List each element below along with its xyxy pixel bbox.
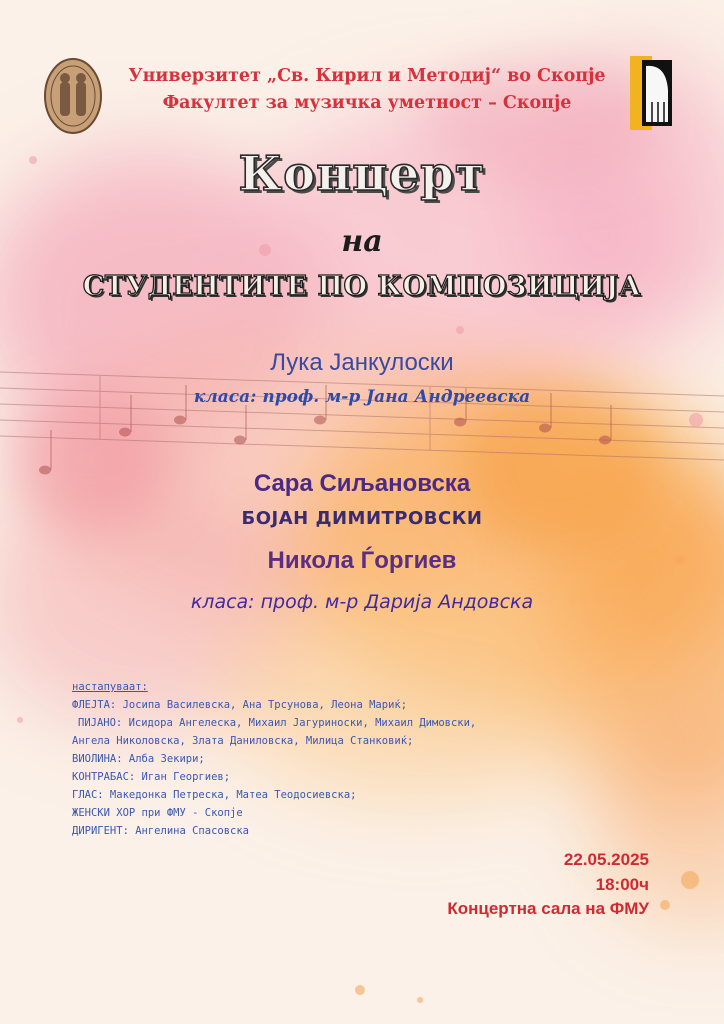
performer-line: ДИРИГЕНТ: Ангелина Спасовска [72,825,250,837]
university-seal-icon [43,57,103,135]
faculty-name: Факултет за музичка уметност – Скопје [162,93,572,113]
performer-line: КОНТРАБАС: Иган Георгиев; [72,771,231,783]
poster-subtitle: СТУДЕНТИТЕ ПО КОМПОЗИЦИЈА [82,271,642,302]
university-header [110,63,624,117]
performer-line: ПИЈАНО: Исидора Ангелеска, Михаил Јагуриноски, Михаил Димовски, [78,717,477,729]
performer-line: Ангела Николовска, Злата Даниловска, Милица Станковиќ; [72,735,414,747]
title-connector: на [341,224,383,259]
performer-line: ФЛЕЈТА: Јосипа Василевска, Ана Трсунова, Леона Мариќ; [72,699,408,711]
event-time: 18:00ч [595,874,649,894]
event-details [447,848,649,922]
composer-class: класа: проф. м-р Јана Андреевска [193,387,531,407]
university-name: Универзитет „Св. Кирил и Методиј“ во Скопје [128,66,606,86]
performer-line: ГЛАС: Македонка Петреска, Матеа Теодосиевска; [72,789,357,801]
composer-name: Лука Јанкулоски [270,349,454,376]
composer-name: Сара Сиљановска [253,470,471,497]
composer-name: Никола Ѓоргиев [267,547,457,574]
event-venue: Концертна сала на ФМУ [447,899,649,918]
piano-logo-icon [628,56,674,130]
composer-class: класа: проф. м-р Дарија Андовска [190,591,534,613]
performers-list [72,678,572,840]
performer-line: ЖЕНСКИ ХОР при ФМУ - Скопје [72,807,243,819]
event-date: 22.05.2025 [563,850,649,869]
poster-title: Концерт [238,146,486,202]
composer-name: БОЈАН ДИМИТРОВСКИ [241,508,483,529]
performers-heading: настапуваат: [72,681,148,693]
performer-line: ВИОЛИНА: Алба Зекири; [72,753,205,765]
